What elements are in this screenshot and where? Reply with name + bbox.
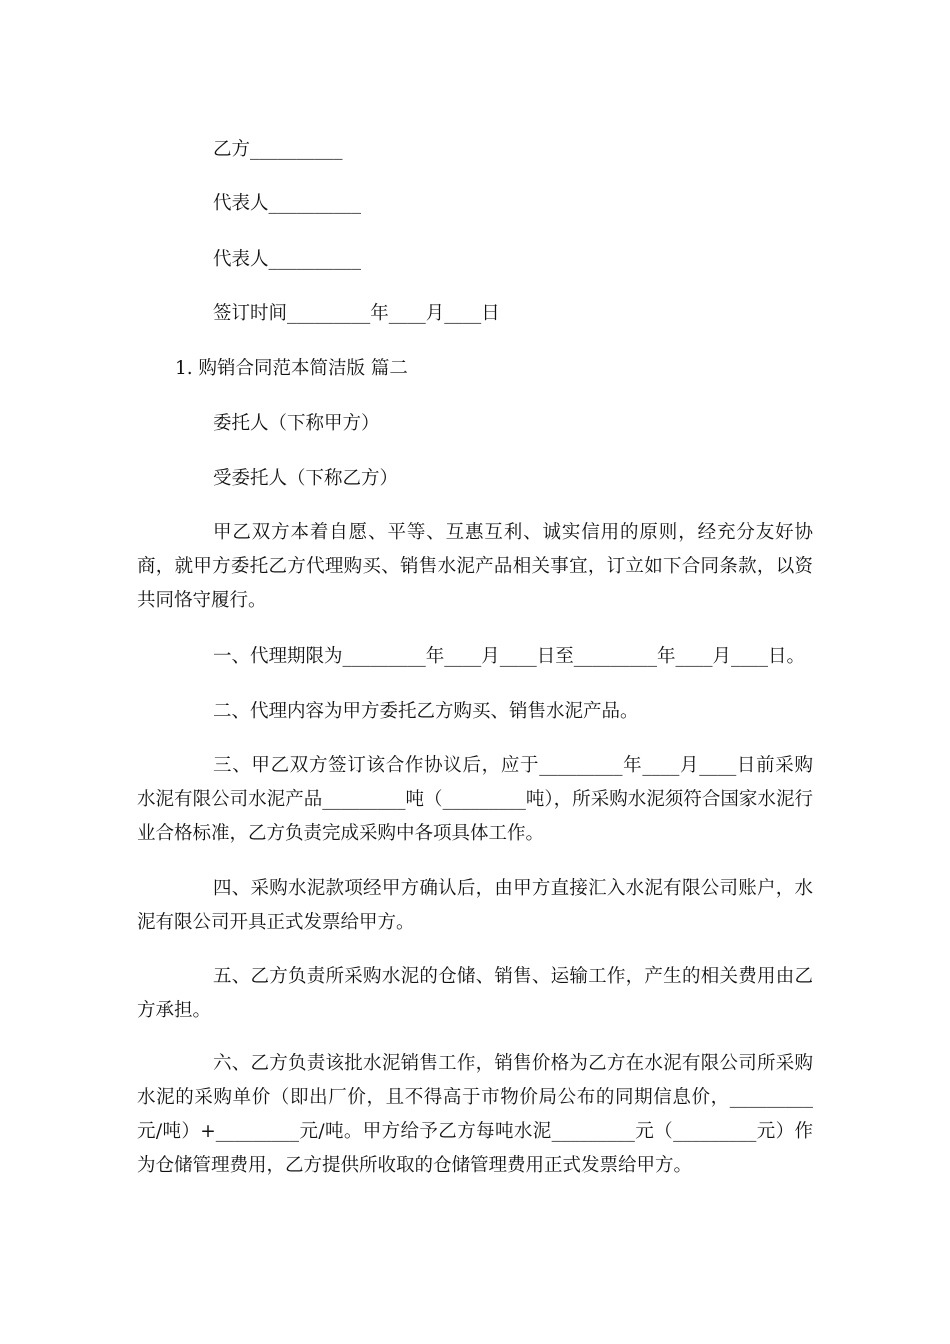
clause-4-payment: 四、采购水泥款项经甲方确认后，由甲方直接汇入水泥有限公司账户，水泥有限公司开具正式发票给甲方。 bbox=[137, 878, 813, 933]
representative-signature-line-2: 代表人__________ bbox=[213, 249, 362, 270]
clause-3-purchase: 三、甲乙双方签订该合作协议后，应于_________年____月____日前采购水泥有限公司水泥产品_________吨（_________吨），所采购水泥须符合国家水泥行业合格标准，乙方负责完成采购中各项具体工作。 bbox=[137, 755, 813, 844]
preamble-paragraph: 甲乙双方本着自愿、平等、互惠互利、诚实信用的原则，经充分友好协商，就甲方委托乙方代理购买、销售水泥产品相关事宜，订立如下合同条款，以资共同恪守履行。 bbox=[137, 522, 813, 611]
agent-party-line: 受委托人（下称乙方） bbox=[213, 468, 399, 489]
principal-party-line: 委托人（下称甲方） bbox=[213, 413, 380, 434]
clause-5-logistics: 五、乙方负责所采购水泥的仓储、销售、运输工作，产生的相关费用由乙方承担。 bbox=[137, 966, 813, 1021]
representative-signature-line: 代表人__________ bbox=[213, 193, 362, 214]
clause-1-term: 一、代理期限为_________年____月____日至_________年____月____日。 bbox=[213, 646, 806, 667]
sign-date-line: 签订时间_________年____月____日 bbox=[213, 303, 500, 324]
clause-2-scope: 二、代理内容为甲方委托乙方购买、销售水泥产品。 bbox=[213, 701, 639, 722]
party-b-signature-line: 乙方__________ bbox=[213, 139, 343, 160]
section-heading: 1. 购销合同范本简洁版 篇二 bbox=[175, 358, 408, 379]
clause-6-pricing: 六、乙方负责该批水泥销售工作，销售价格为乙方在水泥有限公司所采购水泥的采购单价（即出厂价，且不得高于市物价局公布的同期信息价，_________元/吨）+_________元/吨。甲方给予乙方每吨水泥_________元（_________元）作为仓储管理费用，乙方提供所收取的仓储管理费用正式发票给甲方。 bbox=[137, 1053, 813, 1176]
